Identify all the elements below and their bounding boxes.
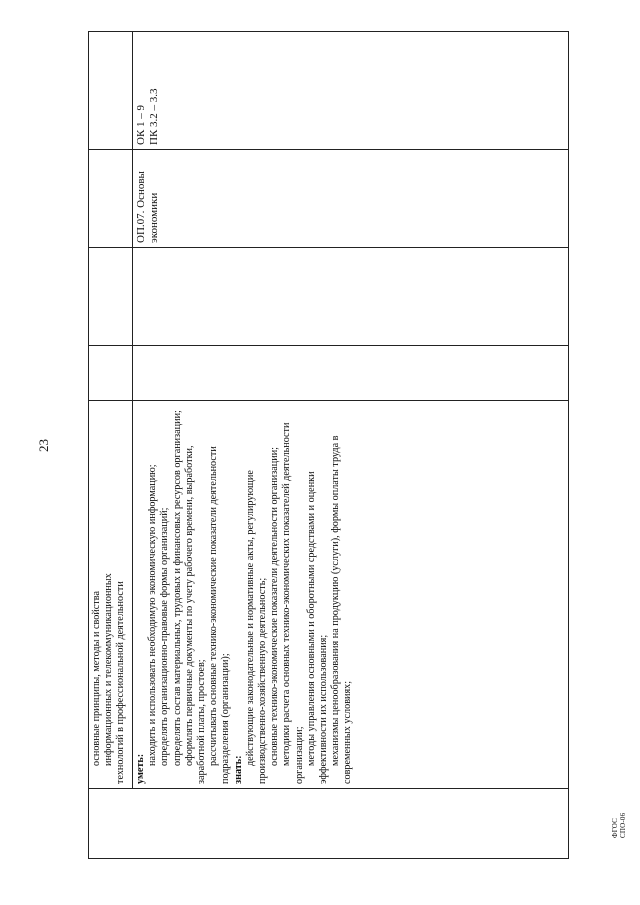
skill-item: определять состав материальных, трудовых и финансовых ресурсов организации; — [171, 410, 183, 766]
discipline-name: ОП.07. Основы экономики — [135, 171, 160, 243]
discipline-cell — [89, 150, 133, 248]
skill-item: определять организационно-правовые формы организаций; — [159, 507, 171, 766]
competency-code: ПК 3.2 – 3.3 — [148, 88, 160, 145]
index-cell — [89, 789, 569, 859]
content-line: основные принципы, методы и свойства — [91, 591, 102, 766]
competencies-cell — [133, 32, 569, 150]
competencies-cell — [89, 32, 133, 150]
previous-content-cell — [89, 401, 133, 789]
page-number: 23 — [36, 439, 51, 452]
knowledge-item: основные технико-экономические показатели деятельности организации; — [269, 447, 281, 766]
discipline-cell — [133, 150, 569, 248]
content-line: технологий в профессиональной деятельности — [115, 581, 127, 784]
knowledge-heading: знать: — [232, 755, 244, 784]
knowledge-item: механизмы ценообразования на продукцию (услуги), формы оплаты труда в современных условиях; — [330, 435, 354, 784]
hours-cell — [89, 346, 133, 401]
hours-cell — [89, 248, 133, 346]
content-line: информационных и телекоммуникационных — [103, 573, 115, 766]
skill-item: находить и использовать необходимую экономическую информацию; — [147, 464, 159, 766]
hours-cell — [133, 346, 569, 401]
knowledge-item: действующие законодательные и нормативные акты, регулирующие производственно-хозяйственную деятельность; — [244, 470, 269, 784]
skill-item: рассчитывать основные технико-экономические показатели деятельности подразделения (организации); — [208, 446, 232, 784]
knowledge-item: методики расчета основных технико-экономических показателей деятельности организации; — [281, 422, 305, 784]
requirements-cell — [133, 401, 569, 789]
curriculum-table — [88, 32, 569, 859]
hours-cell — [133, 248, 569, 346]
skills-heading: уметь: — [135, 753, 146, 784]
knowledge-item: методы управления основными и оборотными средствами и оценки эффективности их использования; — [305, 471, 330, 784]
competency-code: ОК 1 – 9 — [135, 104, 147, 145]
document-footer: ФГОС СПО-06 — [611, 812, 627, 838]
skill-item: оформлять первичные документы по учету рабочего времени, выработки, заработной платы, простоев; — [183, 445, 208, 784]
